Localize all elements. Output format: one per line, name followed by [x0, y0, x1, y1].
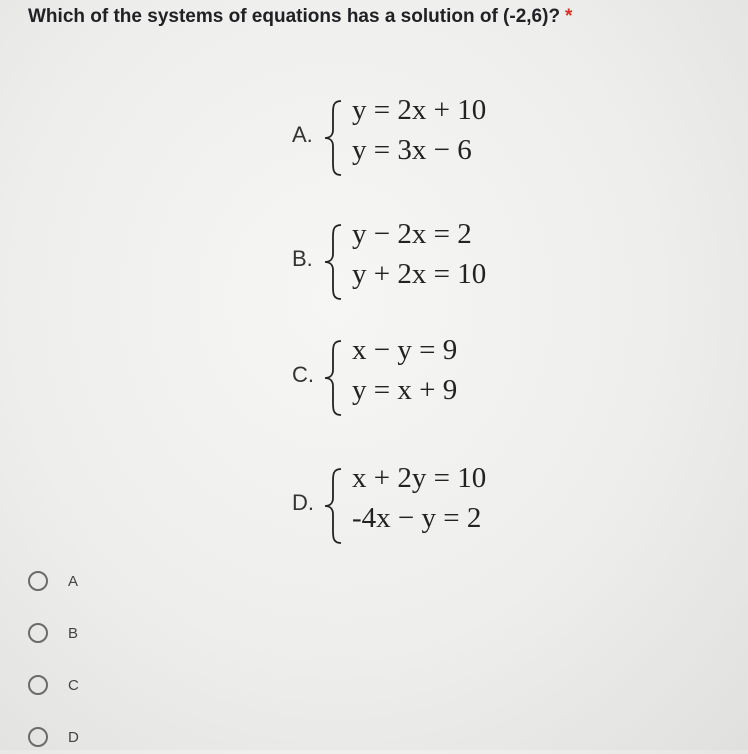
equation-1: x − y = 9: [352, 334, 458, 366]
option-label: D: [68, 729, 79, 746]
left-brace-icon: [322, 222, 344, 302]
equation-2: -4x − y = 2: [352, 502, 482, 534]
radio-button-d[interactable]: [28, 727, 48, 747]
radio-button-a[interactable]: [28, 571, 48, 591]
option-label: B: [68, 625, 79, 642]
required-asterisk: *: [565, 6, 573, 27]
radio-button-c[interactable]: [28, 675, 48, 695]
system-letter: D.: [292, 490, 314, 515]
radio-button-b[interactable]: [28, 623, 48, 643]
option-c[interactable]: [28, 672, 148, 702]
option-b[interactable]: [28, 620, 148, 650]
system-d: [292, 462, 592, 550]
option-label: C: [68, 677, 79, 694]
equation-2: y = 3x − 6: [352, 134, 472, 166]
equation-2: y + 2x = 10: [352, 258, 487, 290]
equation-1: y − 2x = 2: [352, 218, 472, 250]
system-letter: C.: [292, 362, 314, 387]
system-c: [292, 334, 592, 422]
left-brace-icon: [322, 98, 344, 178]
left-brace-icon: [322, 466, 344, 546]
system-a: [292, 94, 592, 182]
question-title: [28, 6, 572, 28]
system-letter: A.: [292, 122, 313, 147]
option-label: A: [68, 573, 79, 590]
equation-1: y = 2x + 10: [352, 94, 487, 126]
option-a[interactable]: [28, 568, 148, 598]
equation-1: x + 2y = 10: [352, 462, 487, 494]
left-brace-icon: [322, 338, 344, 418]
question-text: Which of the systems of equations has a solution of (-2,6)?: [28, 6, 561, 27]
equation-2: y = x + 9: [352, 374, 458, 406]
system-letter: B.: [292, 246, 313, 271]
system-b: [292, 218, 592, 306]
